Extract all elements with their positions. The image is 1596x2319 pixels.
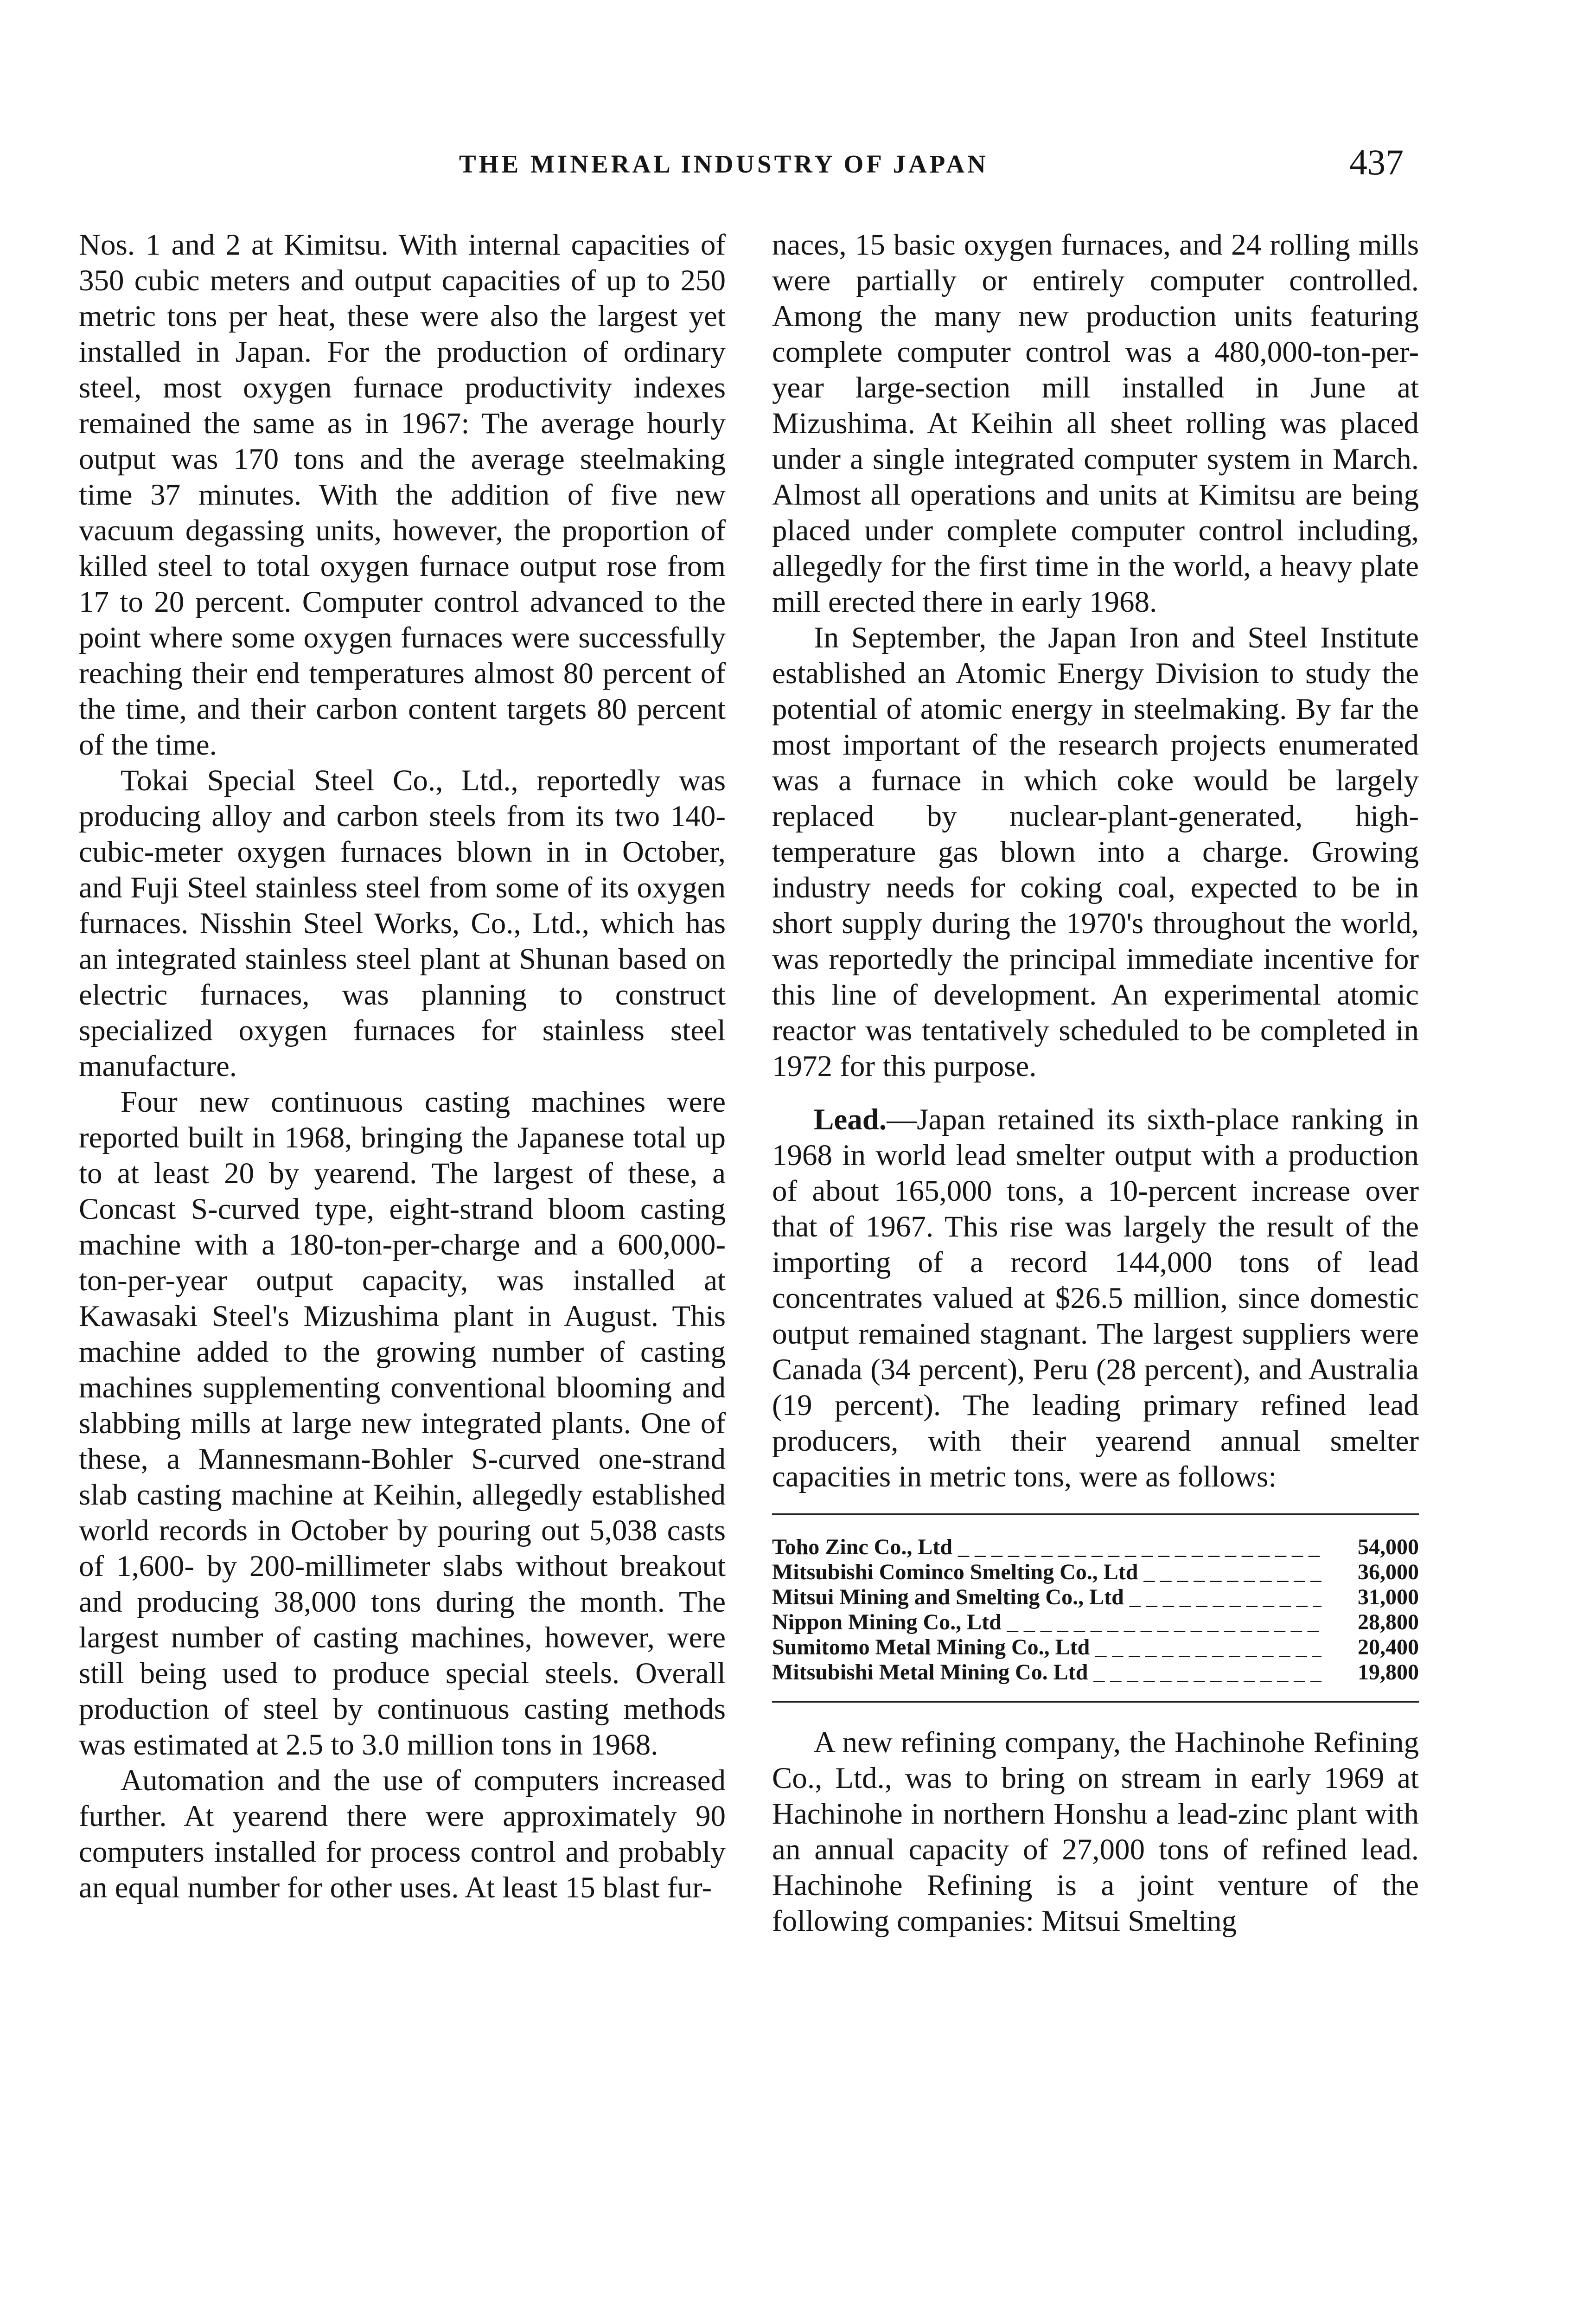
paragraph: In September, the Japan Iron and Steel Institute established an Atomic Energy Division to study the potential of atomic energy in steelmaking. By far the most important of the research projects enumerated was a furnace in which coke would be largely replaced by nuclear-plant-generated, high-temperature gas blown into a charge. Growing industry needs for coking coal, expected to be in short supply during the 1970's throughout the world, was reportedly the principal immediate incentive for this line of development. An experimental atomic reactor was tentatively scheduled to be completed in 1972 for this purpose.: [772, 621, 1419, 1083]
producer-name: Mitsubishi Cominco Smelting Co., Ltd _ _ _: [772, 1560, 1321, 1585]
paragraph: Four new continuous casting machines were reported built in 1968, bringing the Japanese total up to at least 20 by yearend. The largest of these, a Concast S-curved type, eight-strand bloom casting machine with a 180-ton-per-charge and a 600,000-ton-per-year output capacity, was installed at Kawasaki Steel's Mizushima plant in August. This machine added to the growing number of casting machines supplementing conventional blooming and slabbing mills at large new integrated plants. One of these, a Mannesmann-Bohler S-curved one-strand slab casting machine at Keihin, allegedly established world records in October by pouring out 5,038 casts of 1,600- by 200-millimeter slabs without breakout and producing 38,000 tons during the month. The largest number of casting machines, however, were still being used to produce special steels. Overall production of steel by continuous casting methods was estimated at 2.5 to 3.0 million tons in 1968.: [79, 1085, 726, 1762]
table-row: [772, 1585, 1419, 1610]
producer-name: Nippon Mining Co., Ltd _ _ _: [772, 1610, 1321, 1635]
table-row: [772, 1560, 1419, 1585]
paragraph: Nos. 1 and 2 at Kimitsu. With internal capacities of 350 cubic meters and output capacities of up to 250 metric tons per heat, these were also the largest yet installed in Japan. For the production of ordinary steel, most oxygen furnace productivity indexes remained the same as in 1967: The average hourly output was 170 tons and the average steelmaking time 37 minutes. With the addition of five new vacuum degassing units, however, the proportion of killed steel to total oxygen furnace output rose from 17 to 20 percent. Computer control advanced to the point where some oxygen furnaces were successfully reaching their end temperatures almost 80 percent of the time, and their carbon content targets 80 percent of the time.: [79, 228, 726, 762]
left-column: [79, 227, 726, 1906]
producer-name: Mitsubishi Metal Mining Co. Ltd _ _ _: [772, 1660, 1321, 1685]
section-text: Japan retained its sixth-place ranking in 1968 in world lead smelter output with a production of about 165,000 tons, a 10-percent increase over that of 1967. This rise was largely the result of the importing of a record 144,000 tons of lead concentrates valued at $26.5 million, since domestic output remained stagnant. The largest suppliers were Canada (34 percent), Peru (28 percent), and Australia (19 percent). The leading primary refined lead producers, with their yearend annual smelter capacities in metric tons, were as follows:: [772, 1103, 1419, 1493]
producer-name: Mitsui Mining and Smelting Co., Ltd _ _ _: [772, 1585, 1321, 1610]
table-row: [772, 1635, 1419, 1660]
producer-capacity: 31,000: [1358, 1585, 1419, 1609]
table-row: [772, 1660, 1419, 1685]
paragraph: naces, 15 basic oxygen furnaces, and 24 rolling mills were partially or entirely computer controlled. Among the many new production units featuring complete computer control was a 480,000-ton-per-year large-section mill installed in June at Mizushima. At Keihin all sheet rolling was placed under a single integrated computer system in March. Almost all operations and units at Kimitsu are being placed under complete computer control including, allegedly for the first time in the world, a heavy plate mill erected there in early 1968.: [772, 228, 1419, 619]
paragraph: Automation and the use of computers increased further. At yearend there were approximately 90 computers installed for process control and probably an equal number for other uses. At least 15 blast fur-: [79, 1764, 726, 1904]
producer-capacity: 54,000: [1358, 1535, 1419, 1559]
producer-name: Sumitomo Metal Mining Co., Ltd _ _ _: [772, 1635, 1321, 1660]
producer-capacity: 28,800: [1358, 1610, 1419, 1634]
table-row: [772, 1610, 1419, 1635]
producer-name: Toho Zinc Co., Ltd _ _ _: [772, 1535, 1321, 1560]
section-heading-lead: Lead.: [814, 1103, 887, 1136]
producer-capacity: 36,000: [1358, 1560, 1419, 1584]
running-title: THE MINERAL INDUSTRY OF JAPAN: [459, 150, 989, 178]
producer-capacity: 19,800: [1358, 1660, 1419, 1685]
lead-section-paragraph: [772, 1102, 1419, 1495]
table-row: [772, 1535, 1419, 1560]
lead-producers-table: [772, 1513, 1419, 1703]
paragraph: A new refining company, the Hachinohe Refining Co., Ltd., was to bring on stream in early 1969 at Hachinohe in northern Honshu a lead-zinc plant with an annual capacity of 27,000 tons of refined lead. Hachinohe Refining is a joint venture of the following companies: Mitsui Smelting: [772, 1726, 1419, 1938]
right-column: [772, 227, 1419, 1939]
section-dash: —: [887, 1103, 917, 1136]
paragraph: Tokai Special Steel Co., Ltd., reportedly was producing alloy and carbon steels from its two 140-cubic-meter oxygen furnaces blown in in October, and Fuji Steel stainless steel from some of its oxygen furnaces. Nisshin Steel Works, Co., Ltd., which has an integrated stainless steel plant at Shunan based on electric furnaces, was planning to construct specialized oxygen furnaces for stainless steel manufacture.: [79, 764, 726, 1083]
producer-capacity: 20,400: [1358, 1635, 1419, 1659]
page-number: 437: [1349, 142, 1404, 182]
